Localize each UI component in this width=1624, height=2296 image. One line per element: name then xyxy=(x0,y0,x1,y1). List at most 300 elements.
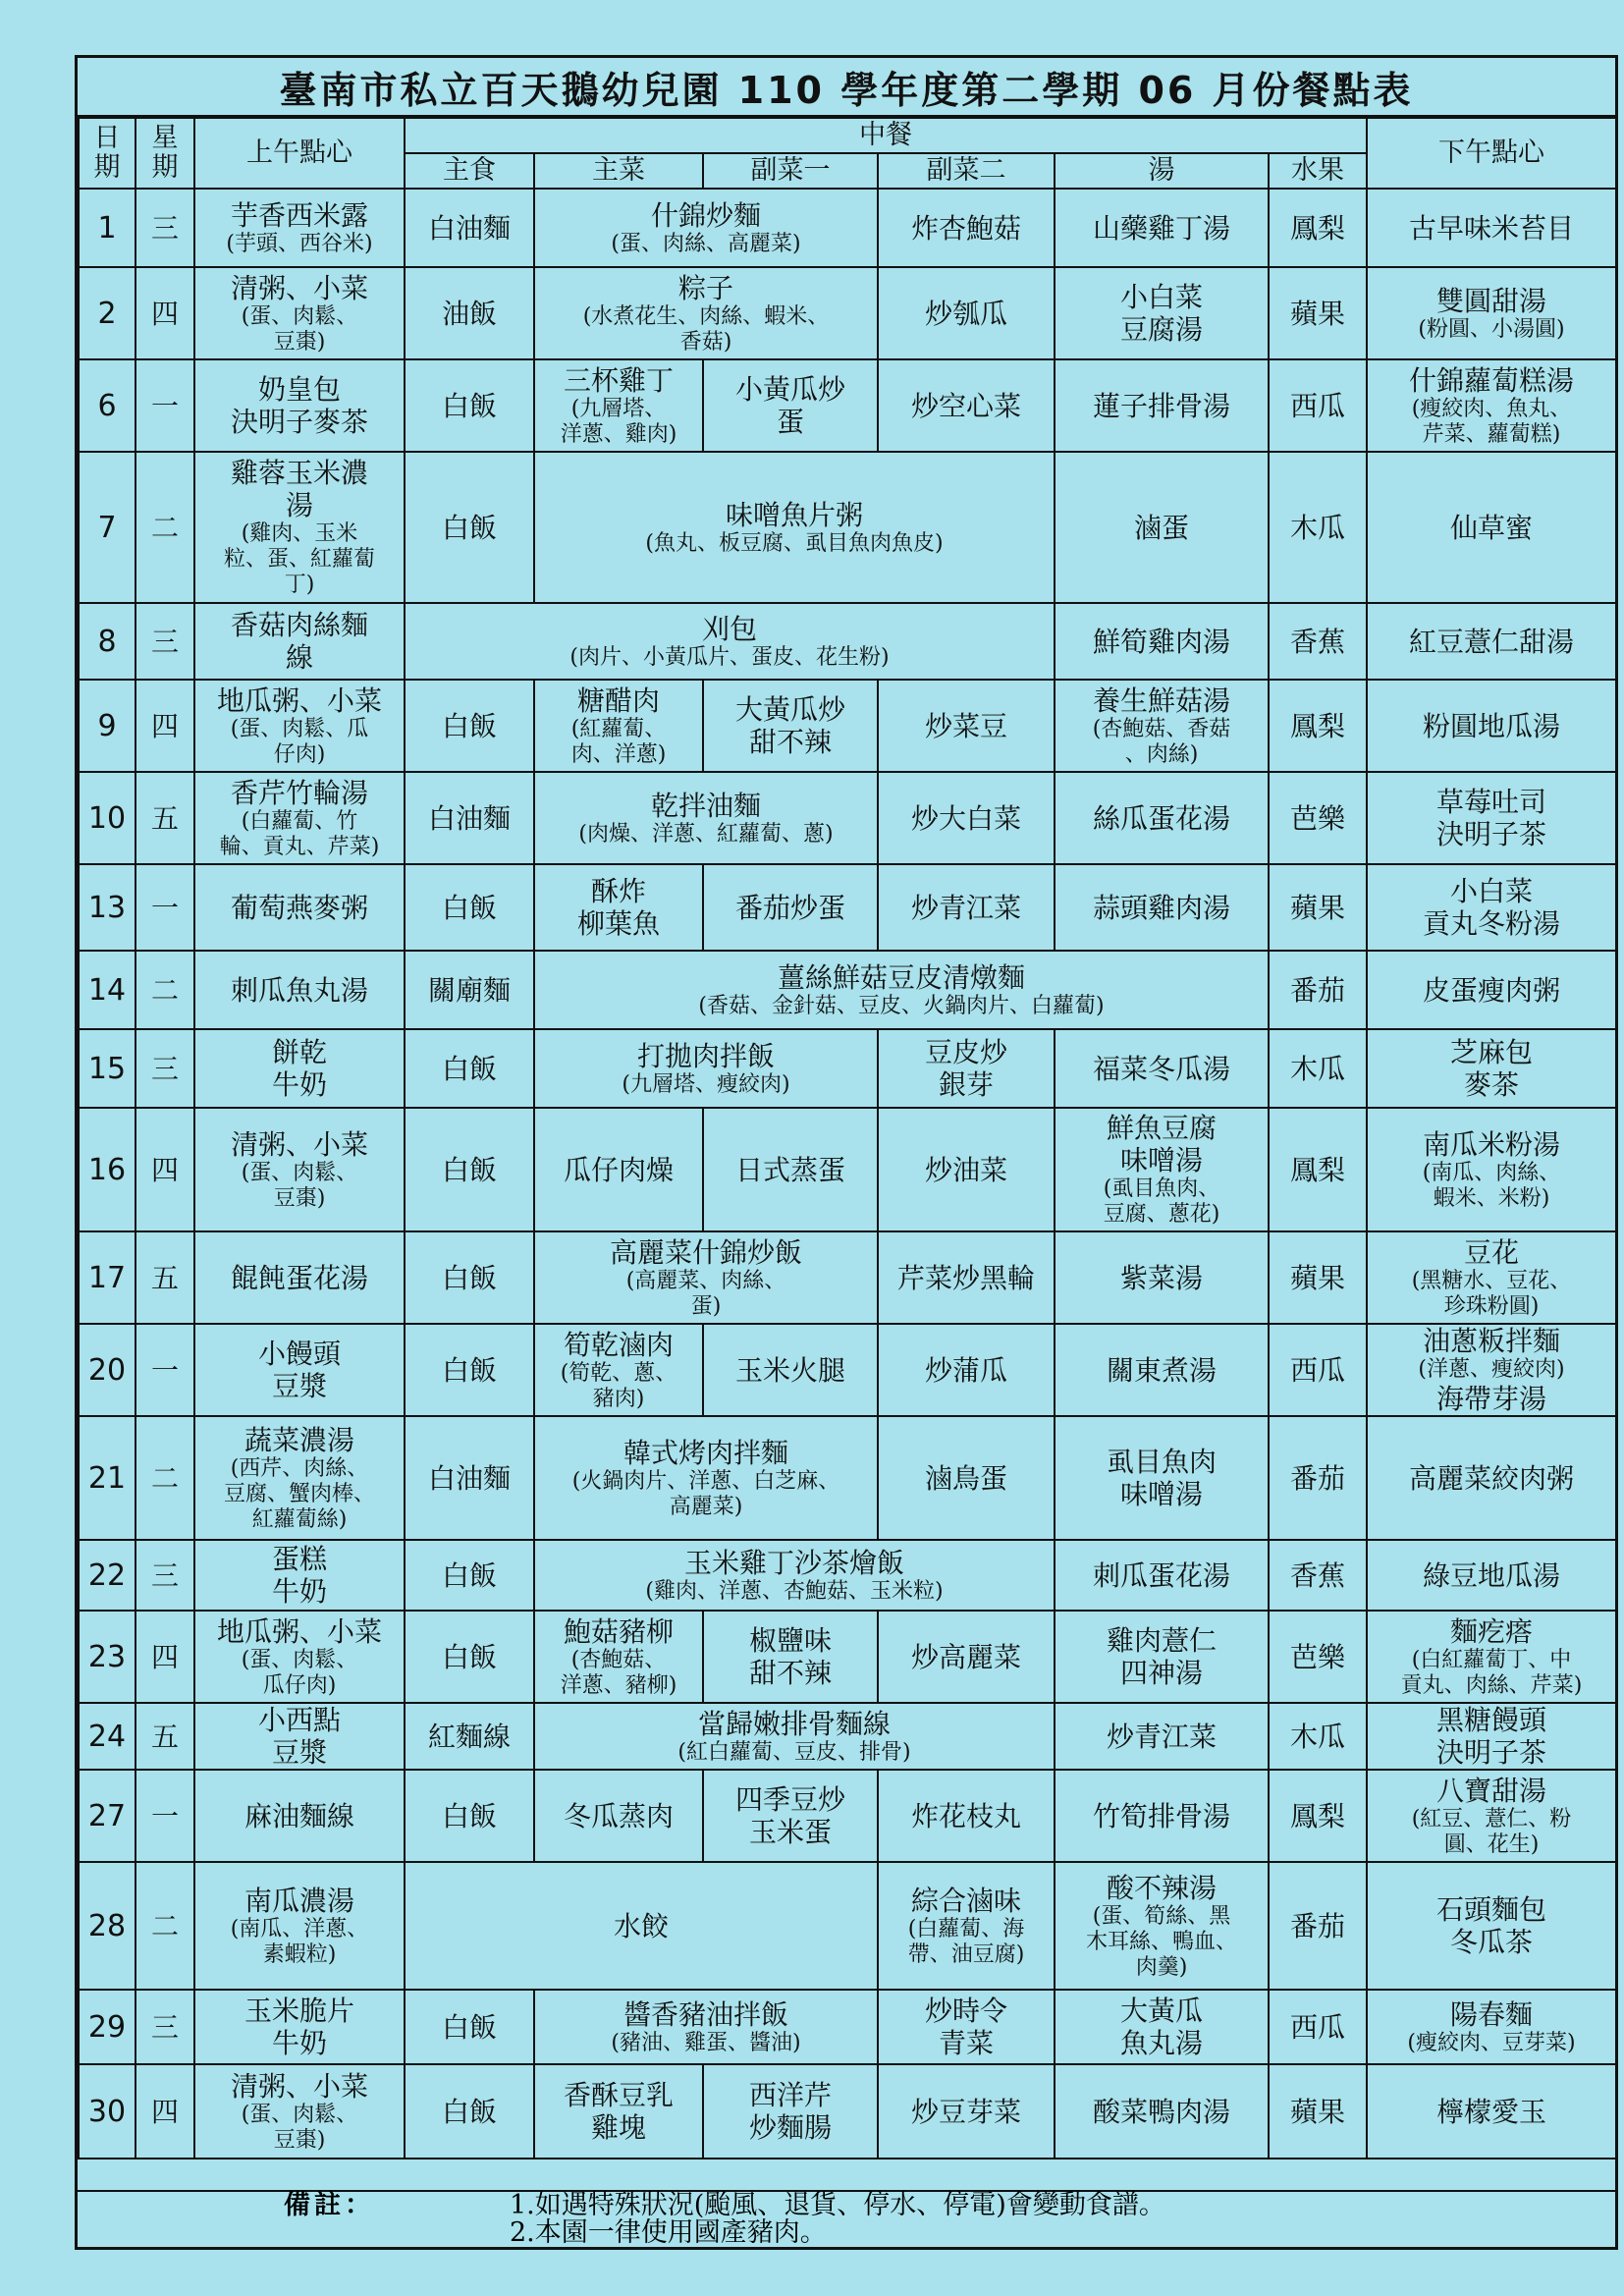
weekday-label: 四 xyxy=(150,709,179,742)
weekday-label: 一 xyxy=(150,1353,179,1387)
morning-snack-ingredients: (蛋、肉鬆、 瓜仔肉) xyxy=(241,1647,358,1698)
weekday-label: 四 xyxy=(150,1640,179,1673)
main-ingredients: (筍乾、蔥、 豬肉) xyxy=(560,1360,677,1411)
staple-name: 白飯 xyxy=(441,1799,497,1832)
date-number: 29 xyxy=(87,2009,127,2045)
soup-cell xyxy=(1055,1540,1269,1611)
table-row xyxy=(79,951,1616,1029)
side1-cell xyxy=(703,1770,878,1862)
afternoon-snack-cell xyxy=(1367,1416,1616,1540)
afternoon-snack-name: 綠豆地瓜湯 xyxy=(1422,1558,1560,1592)
table-row xyxy=(79,452,1616,603)
weekday-cell xyxy=(135,1231,194,1324)
soup-cell xyxy=(1055,452,1269,603)
fruit-cell xyxy=(1269,189,1367,267)
main-cell xyxy=(534,452,1055,603)
afternoon-snack-cell xyxy=(1367,864,1616,951)
soup-name: 鮮筍雞肉湯 xyxy=(1092,625,1230,658)
morning-snack-cell xyxy=(194,452,405,603)
side2-cell xyxy=(878,680,1055,772)
morning-snack-ingredients: (西芹、肉絲、 豆腐、蟹肉棒、 紅蘿蔔絲) xyxy=(223,1455,375,1532)
afternoon-snack-cell xyxy=(1367,1029,1616,1108)
main-cell xyxy=(534,1416,878,1540)
soup-cell xyxy=(1055,1703,1269,1770)
side1-cell xyxy=(703,1324,878,1416)
side1-cell xyxy=(703,680,878,772)
morning-snack-name: 雞蓉玉米濃 湯 xyxy=(230,457,368,521)
date-cell xyxy=(79,1029,135,1108)
fruit-cell xyxy=(1269,951,1367,1029)
soup-name: 絲瓜蛋花湯 xyxy=(1092,801,1230,835)
header-soup: 湯 xyxy=(1055,153,1269,189)
morning-snack-cell xyxy=(194,680,405,772)
table-row xyxy=(79,1611,1616,1703)
side2-cell xyxy=(878,189,1055,267)
soup-name: 炒青江菜 xyxy=(1106,1720,1217,1753)
date-number: 1 xyxy=(97,210,117,246)
fruit-name: 鳳梨 xyxy=(1289,709,1345,742)
side2-name: 炒豆芽菜 xyxy=(910,2095,1021,2128)
soup-name: 竹筍排骨湯 xyxy=(1092,1799,1230,1832)
date-number: 21 xyxy=(87,1460,127,1496)
main-name: 香酥豆乳 雞塊 xyxy=(563,2079,674,2144)
fruit-name: 番茄 xyxy=(1289,1909,1345,1942)
side2-ingredients: (白蘿蔔、海 帶、油豆腐) xyxy=(907,1916,1025,1967)
fruit-name: 芭樂 xyxy=(1289,1640,1345,1673)
main-name: 當歸嫩排骨麵線 xyxy=(697,1707,891,1740)
morning-snack-name: 奶皇包 決明子麥茶 xyxy=(230,373,368,438)
soup-name: 紫菜湯 xyxy=(1119,1261,1203,1294)
date-cell xyxy=(79,1540,135,1611)
morning-snack-cell xyxy=(194,1703,405,1770)
fruit-cell xyxy=(1269,1611,1367,1703)
main-ingredients: (火鍋肉片、洋蔥、白芝麻、 高麗菜) xyxy=(571,1468,840,1519)
header-date: 日 期 xyxy=(79,118,135,189)
main-cell xyxy=(534,1029,878,1108)
afternoon-snack-cell xyxy=(1367,1611,1616,1703)
soup-cell xyxy=(1055,267,1269,359)
soup-name: 雞肉薏仁 四神湯 xyxy=(1106,1624,1217,1689)
morning-snack-cell xyxy=(194,1770,405,1862)
main-ingredients: (肉燥、洋蔥、紅蘿蔔、蔥) xyxy=(578,821,834,847)
table-row xyxy=(79,189,1616,267)
side2-name: 炒菜豆 xyxy=(924,709,1007,742)
staple-name: 白飯 xyxy=(441,1640,497,1673)
side2-name: 炒油菜 xyxy=(924,1153,1007,1186)
weekday-label: 三 xyxy=(150,1558,179,1592)
main-name: 玉米雞丁沙茶燴飯 xyxy=(683,1546,904,1579)
soup-ingredients: (虱目魚肉、 豆腐、蔥花) xyxy=(1103,1176,1220,1227)
afternoon-snack-ingredients: (粉圓、小湯圓) xyxy=(1418,316,1565,342)
morning-snack-name: 南瓜濃湯 xyxy=(244,1884,354,1917)
soup-cell xyxy=(1055,772,1269,864)
date-cell xyxy=(79,1770,135,1862)
fruit-cell xyxy=(1269,1416,1367,1540)
soup-name: 大黃瓜 魚丸湯 xyxy=(1119,1995,1203,2059)
main-ingredients: (豬油、雞蛋、醬油) xyxy=(611,2030,801,2055)
main-cell xyxy=(534,772,878,864)
afternoon-snack-cell xyxy=(1367,189,1616,267)
main-cell xyxy=(534,1540,1055,1611)
date-cell xyxy=(79,1611,135,1703)
fruit-cell xyxy=(1269,1324,1367,1416)
afternoon-snack-cell xyxy=(1367,359,1616,452)
side1-name: 大黃瓜炒 甜不辣 xyxy=(734,693,845,758)
main-cell xyxy=(534,1611,703,1703)
afternoon-snack-name: 芝麻包 麥茶 xyxy=(1449,1036,1533,1101)
fruit-name: 鳳梨 xyxy=(1289,1799,1345,1832)
header-weekday: 星 期 xyxy=(135,118,194,189)
fruit-cell xyxy=(1269,1108,1367,1231)
afternoon-snack-ingredients: (黑糖水、豆花、 珍珠粉圓) xyxy=(1411,1268,1572,1319)
date-number: 27 xyxy=(87,1798,127,1833)
side2-name: 芹菜炒黑輪 xyxy=(896,1261,1035,1294)
afternoon-snack-name: 草莓吐司 決明子茶 xyxy=(1435,786,1546,850)
weekday-cell xyxy=(135,359,194,452)
staple-name: 白飯 xyxy=(441,1558,497,1592)
table-row xyxy=(79,1540,1616,1611)
staple-name: 白油麵 xyxy=(427,211,511,245)
soup-cell xyxy=(1055,1770,1269,1862)
morning-snack-cell xyxy=(194,2064,405,2159)
date-number: 23 xyxy=(87,1639,127,1674)
date-number: 8 xyxy=(97,624,117,659)
main-cell xyxy=(405,1862,878,1990)
date-number: 17 xyxy=(87,1260,127,1295)
soup-cell xyxy=(1055,1990,1269,2064)
staple-cell xyxy=(405,1029,534,1108)
date-number: 24 xyxy=(87,1719,127,1754)
morning-snack-cell xyxy=(194,1029,405,1108)
header-main: 主菜 xyxy=(534,153,703,189)
afternoon-snack-cell xyxy=(1367,1862,1616,1990)
afternoon-snack-cell xyxy=(1367,1231,1616,1324)
morning-snack-name: 刺瓜魚丸湯 xyxy=(230,973,368,1007)
date-number: 10 xyxy=(87,800,127,836)
main-cell xyxy=(534,864,703,951)
side2-cell xyxy=(878,1416,1055,1540)
soup-name: 刺瓜蛋花湯 xyxy=(1092,1558,1230,1592)
side2-cell xyxy=(878,1108,1055,1231)
header-side2: 副菜二 xyxy=(878,153,1055,189)
staple-cell xyxy=(405,864,534,951)
fruit-name: 木瓜 xyxy=(1289,511,1345,544)
weekday-cell xyxy=(135,1540,194,1611)
morning-snack-ingredients: (白蘿蔔、竹 輪、貢丸、芹菜) xyxy=(219,808,380,859)
soup-cell xyxy=(1055,189,1269,267)
side2-cell xyxy=(878,772,1055,864)
afternoon-snack-cell xyxy=(1367,603,1616,680)
notes xyxy=(78,2190,1615,2247)
staple-name: 紅麵線 xyxy=(427,1720,511,1753)
main-name: 冬瓜蒸肉 xyxy=(563,1799,674,1832)
fruit-cell xyxy=(1269,1029,1367,1108)
soup-cell xyxy=(1055,1611,1269,1703)
weekday-label: 一 xyxy=(150,389,179,422)
morning-snack-ingredients: (蛋、肉鬆、瓜 仔肉) xyxy=(230,716,369,767)
side2-cell xyxy=(878,1990,1055,2064)
weekday-label: 二 xyxy=(150,1909,179,1942)
note-line-1: 1.如遇特殊狀況(颱風、退貨、停水、停電)會變動食譜。 xyxy=(510,2190,1165,2220)
weekday-label: 五 xyxy=(150,801,179,835)
morning-snack-name: 玉米脆片 牛奶 xyxy=(244,1995,354,2059)
weekday-cell xyxy=(135,1703,194,1770)
fruit-name: 香蕉 xyxy=(1289,625,1345,658)
fruit-name: 蘋果 xyxy=(1289,891,1345,924)
soup-name: 福菜冬瓜湯 xyxy=(1092,1052,1230,1085)
weekday-cell xyxy=(135,1611,194,1703)
note-line-2: 2.本園一律使用國產豬肉。 xyxy=(510,2217,827,2248)
table-row xyxy=(79,772,1616,864)
main-cell xyxy=(405,603,1055,680)
morning-snack-cell xyxy=(194,603,405,680)
header-staple: 主食 xyxy=(405,153,534,189)
afternoon-snack-name: 雙圓甜湯 xyxy=(1435,284,1546,317)
fruit-cell xyxy=(1269,359,1367,452)
morning-snack-name: 蔬菜濃湯 xyxy=(244,1423,354,1456)
date-cell xyxy=(79,603,135,680)
fruit-cell xyxy=(1269,267,1367,359)
afternoon-snack-name: 小白菜 貢丸冬粉湯 xyxy=(1422,875,1560,940)
morning-snack-name: 地瓜粥、小菜 xyxy=(216,1614,382,1648)
table-row xyxy=(79,864,1616,951)
fruit-name: 芭樂 xyxy=(1289,801,1345,835)
main-name: 高麗菜什錦炒飯 xyxy=(609,1235,802,1269)
side2-name: 炒時令 青菜 xyxy=(924,1995,1007,2059)
main-name: 筍乾滷肉 xyxy=(563,1328,674,1361)
side1-cell xyxy=(703,864,878,951)
fruit-name: 西瓜 xyxy=(1289,389,1345,422)
weekday-label: 二 xyxy=(150,973,179,1007)
side2-cell xyxy=(878,267,1055,359)
main-cell xyxy=(534,189,878,267)
main-name: 乾拌油麵 xyxy=(650,789,761,822)
side2-name: 炸杏鮑菇 xyxy=(910,211,1021,245)
afternoon-snack-ingredients: (洋蔥、瘦絞肉) xyxy=(1418,1357,1565,1382)
weekday-label: 四 xyxy=(150,297,179,330)
fruit-cell xyxy=(1269,452,1367,603)
afternoon-snack-ingredients: (白紅蘿蔔丁、中 貢丸、肉絲、芹菜) xyxy=(1400,1647,1583,1698)
side2-cell xyxy=(878,2064,1055,2159)
side1-name: 四季豆炒 玉米蛋 xyxy=(734,1783,845,1848)
main-name: 水餃 xyxy=(613,1909,669,1942)
side1-cell xyxy=(703,1108,878,1231)
morning-snack-name: 餛飩蛋花湯 xyxy=(230,1261,368,1294)
main-cell xyxy=(534,1990,878,2064)
afternoon-snack-ingredients: (紅豆、薏仁、粉 圓、花生) xyxy=(1411,1806,1572,1857)
main-ingredients: (九層塔、 洋蔥、雞肉) xyxy=(560,396,677,447)
morning-snack-ingredients: (蛋、肉鬆、 豆棗) xyxy=(241,303,358,355)
fruit-cell xyxy=(1269,1770,1367,1862)
soup-name: 滷蛋 xyxy=(1133,511,1189,544)
afternoon-snack-cell xyxy=(1367,1324,1616,1416)
date-cell xyxy=(79,359,135,452)
date-number: 28 xyxy=(87,1908,127,1943)
main-name: 瓜仔肉燥 xyxy=(563,1153,674,1186)
weekday-label: 一 xyxy=(150,1799,179,1832)
side2-cell xyxy=(878,1770,1055,1862)
menu-table xyxy=(78,117,1617,2159)
soup-cell xyxy=(1055,2064,1269,2159)
main-cell xyxy=(534,1231,878,1324)
afternoon-snack-cell xyxy=(1367,951,1616,1029)
weekday-label: 四 xyxy=(150,2095,179,2128)
table-row xyxy=(79,1862,1616,1990)
date-number: 13 xyxy=(87,890,127,925)
date-cell xyxy=(79,452,135,603)
fruit-cell xyxy=(1269,680,1367,772)
fruit-name: 番茄 xyxy=(1289,973,1345,1007)
weekday-cell xyxy=(135,772,194,864)
staple-name: 白飯 xyxy=(441,511,497,544)
table-row xyxy=(79,680,1616,772)
table-row xyxy=(79,1416,1616,1540)
soup-name: 山藥雞丁湯 xyxy=(1092,211,1230,245)
staple-cell xyxy=(405,1324,534,1416)
side1-name: 小黃瓜炒 蛋 xyxy=(734,373,845,438)
staple-cell xyxy=(405,680,534,772)
afternoon-snack-name: 麵疙瘩 xyxy=(1449,1614,1533,1648)
weekday-label: 五 xyxy=(150,1720,179,1753)
morning-snack-name: 香芹竹輪湯 xyxy=(230,776,368,809)
side2-cell xyxy=(878,1611,1055,1703)
morning-snack-cell xyxy=(194,1416,405,1540)
afternoon-snack-cell xyxy=(1367,452,1616,603)
morning-snack-cell xyxy=(194,1324,405,1416)
staple-name: 油飯 xyxy=(441,297,497,330)
table-row xyxy=(79,2064,1616,2159)
side2-name: 炒瓠瓜 xyxy=(924,297,1007,330)
morning-snack-name: 葡萄燕麥粥 xyxy=(230,891,368,924)
morning-snack-name: 清粥、小菜 xyxy=(230,271,368,304)
side1-name: 椒鹽味 甜不辣 xyxy=(748,1624,832,1689)
morning-snack-name: 香菇肉絲麵 線 xyxy=(230,609,368,674)
page-title: 臺南市私立百天鵝幼兒園 110 學年度第二學期 06 月份餐點表 xyxy=(279,68,1414,112)
staple-cell xyxy=(405,1231,534,1324)
weekday-label: 二 xyxy=(150,1461,179,1495)
afternoon-snack-name: 石頭麵包 冬瓜茶 xyxy=(1435,1893,1546,1958)
side2-cell xyxy=(878,1231,1055,1324)
weekday-label: 三 xyxy=(150,625,179,658)
side1-name: 玉米火腿 xyxy=(734,1353,845,1387)
morning-snack-ingredients: (芋頭、西谷米) xyxy=(226,231,373,256)
main-cell xyxy=(534,1770,703,1862)
afternoon-snack-name: 八寶甜湯 xyxy=(1435,1774,1546,1807)
date-cell xyxy=(79,864,135,951)
side2-name: 綜合滷味 xyxy=(910,1884,1021,1917)
main-name: 薑絲鮮菇豆皮清燉麵 xyxy=(777,960,1025,994)
soup-cell xyxy=(1055,1231,1269,1324)
soup-cell xyxy=(1055,1324,1269,1416)
header-fruit: 水果 xyxy=(1269,153,1367,189)
morning-snack-cell xyxy=(194,772,405,864)
soup-cell xyxy=(1055,1416,1269,1540)
weekday-cell xyxy=(135,951,194,1029)
afternoon-snack-cell xyxy=(1367,1990,1616,2064)
afternoon-snack-cell xyxy=(1367,1770,1616,1862)
main-ingredients: (香菇、金針菇、豆皮、火鍋肉片、白蘿蔔) xyxy=(698,993,1105,1018)
morning-snack-cell xyxy=(194,1231,405,1324)
fruit-cell xyxy=(1269,864,1367,951)
date-number: 15 xyxy=(87,1051,127,1086)
fruit-name: 蘋果 xyxy=(1289,297,1345,330)
main-name: 味噌魚片粥 xyxy=(725,498,863,531)
fruit-cell xyxy=(1269,2064,1367,2159)
staple-cell xyxy=(405,1611,534,1703)
main-name: 打拋肉拌飯 xyxy=(636,1039,775,1072)
staple-name: 白飯 xyxy=(441,2095,497,2128)
weekday-cell xyxy=(135,1416,194,1540)
staple-cell xyxy=(405,2064,534,2159)
morning-snack-name: 小西點 豆漿 xyxy=(257,1704,341,1769)
main-ingredients: (杏鮑菇、 洋蔥、豬柳) xyxy=(560,1647,677,1698)
side1-name: 番茄炒蛋 xyxy=(734,891,845,924)
weekday-label: 三 xyxy=(150,1052,179,1085)
staple-name: 白飯 xyxy=(441,891,497,924)
morning-snack-name: 餅乾 牛奶 xyxy=(271,1036,327,1101)
afternoon-snack-name: 檸檬愛玉 xyxy=(1435,2095,1546,2128)
side2-name: 豆皮炒 銀芽 xyxy=(924,1036,1007,1101)
staple-cell xyxy=(405,1416,534,1540)
main-cell xyxy=(534,359,703,452)
fruit-name: 西瓜 xyxy=(1289,2010,1345,2044)
afternoon-snack-ingredients: (瘦絞肉、魚丸、 芹菜、蘿蔔糕) xyxy=(1411,396,1572,447)
table-row xyxy=(79,1990,1616,2064)
morning-snack-cell xyxy=(194,1611,405,1703)
main-ingredients: (肉片、小黃瓜片、蛋皮、花生粉) xyxy=(569,644,890,670)
morning-snack-ingredients: (蛋、肉鬆、 豆棗) xyxy=(241,1160,358,1211)
soup-name: 養生鮮菇湯 xyxy=(1092,683,1230,717)
soup-cell xyxy=(1055,603,1269,680)
table-row xyxy=(79,267,1616,359)
fruit-cell xyxy=(1269,1540,1367,1611)
morning-snack-cell xyxy=(194,1862,405,1990)
afternoon-snack-name: 皮蛋瘦肉粥 xyxy=(1422,973,1560,1007)
staple-name: 白飯 xyxy=(441,2010,497,2044)
date-cell xyxy=(79,189,135,267)
date-cell xyxy=(79,1703,135,1770)
side1-cell xyxy=(703,2064,878,2159)
staple-cell xyxy=(405,359,534,452)
afternoon-snack-name: 油蔥粄拌麵 xyxy=(1422,1325,1560,1357)
side1-name: 日式蒸蛋 xyxy=(734,1153,845,1186)
weekday-cell xyxy=(135,1862,194,1990)
staple-name: 白油麵 xyxy=(427,1461,511,1495)
main-name: 鮑菇豬柳 xyxy=(563,1614,674,1648)
side1-cell xyxy=(703,1611,878,1703)
main-name: 三杯雞丁 xyxy=(563,363,674,397)
weekday-cell xyxy=(135,1770,194,1862)
afternoon-snack-name-2: 海帶芽湯 xyxy=(1435,1383,1546,1415)
afternoon-snack-cell xyxy=(1367,772,1616,864)
main-cell xyxy=(534,267,878,359)
afternoon-snack-name: 黑糖饅頭 決明子茶 xyxy=(1435,1704,1546,1769)
side2-name: 炸花枝丸 xyxy=(910,1799,1021,1832)
morning-snack-name: 清粥、小菜 xyxy=(230,2069,368,2103)
side2-name: 炒大白菜 xyxy=(910,801,1021,835)
soup-cell xyxy=(1055,1108,1269,1231)
staple-name: 白飯 xyxy=(441,709,497,742)
date-cell xyxy=(79,1108,135,1231)
fruit-name: 木瓜 xyxy=(1289,1052,1345,1085)
staple-name: 白飯 xyxy=(441,1261,497,1294)
afternoon-snack-name: 粉圓地瓜湯 xyxy=(1422,709,1560,742)
afternoon-snack-name: 高麗菜絞肉粥 xyxy=(1408,1461,1574,1495)
morning-snack-ingredients: (雞肉、玉米 粒、蛋、紅蘿蔔 丁) xyxy=(223,521,375,597)
title-bar xyxy=(78,58,1615,117)
fruit-name: 鳳梨 xyxy=(1289,1153,1345,1186)
fruit-name: 蘋果 xyxy=(1289,1261,1345,1294)
